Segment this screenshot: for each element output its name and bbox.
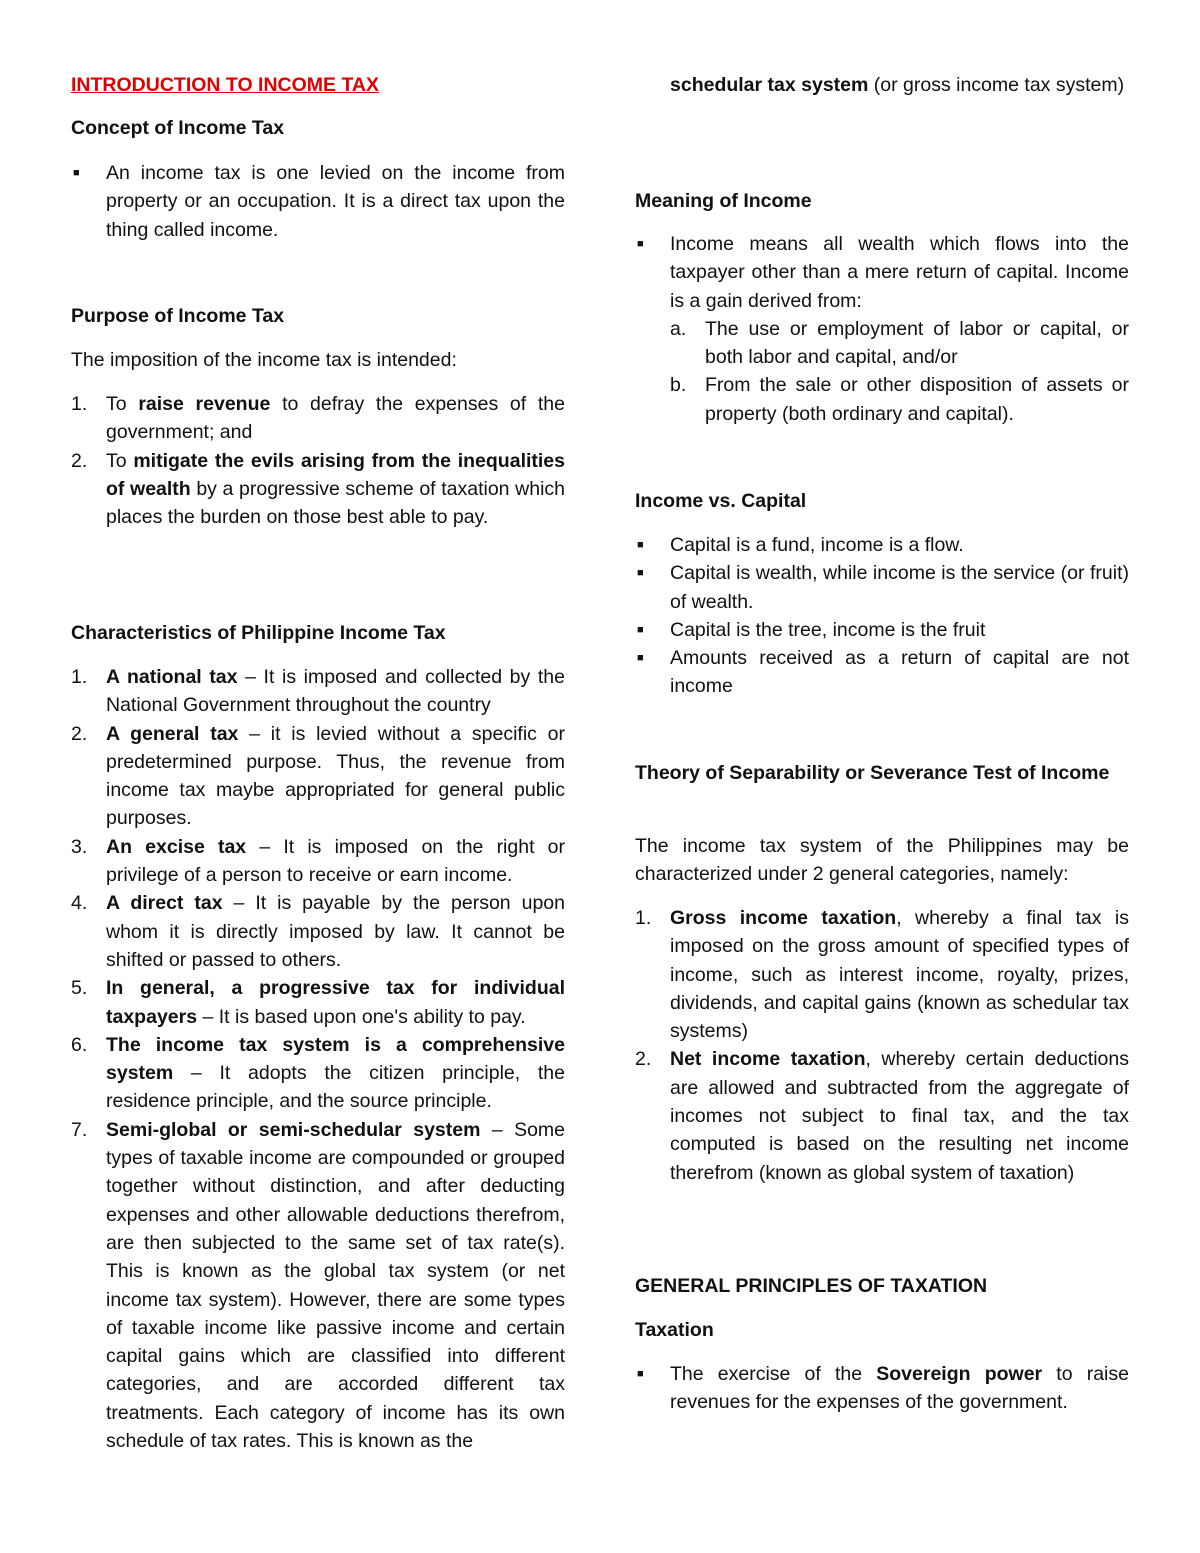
list-item: ■ An income tax is one levied on the income from property or an occupation. It is a direct tax upon the thing called income.: [71, 159, 565, 244]
list-item: ■ Capital is wealth, while income is the service (or fruit) of wealth.: [635, 559, 1129, 616]
list-item: 6. The income tax system is a comprehensive system – It adopts the citizen principle, the residence principle, and the source principle.: [71, 1033, 565, 1113]
taxation-list: [635, 1360, 1129, 1417]
theory-list: [635, 904, 1129, 1187]
square-bullet-icon: ■: [637, 238, 644, 250]
meaning-sublist: [670, 315, 1129, 428]
list-item: ■ Capital is a fund, income is a flow.: [635, 531, 1129, 559]
continued-text: schedular tax system (or gross income tax system): [670, 74, 1125, 96]
list-item: 7. Semi-global or semi-schedular system – Some types of taxable income are compounded or grouped together without distinction, and after deducting expenses and other allowable deductions therefrom, are then subjected to the same set of tax rate(s). This is known as the global tax system (or net income tax system). However, there are some types of taxable income like passive income and certain capital gains which are classified into different categories, and are accorded different tax treatments. Each category of income has its own schedule of tax rates. This is known as the: [71, 1118, 566, 1453]
list-item: 1. To raise revenue to defray the expenses of the government; and: [71, 393, 566, 444]
list-item: 2. Net income taxation, whereby certain deductions are allowed and subtracted from the aggregate of incomes not subject to final tax, and the tax computed is based on the resulting net income therefrom (known as global system of taxation): [635, 1048, 1129, 1184]
square-bullet-icon: ■: [637, 1368, 644, 1380]
list-item: 4. A direct tax – It is payable by the person upon whom it is directly imposed by law. It cannot be shifted or passed to others.: [71, 892, 565, 971]
theory-intro: The income tax system of the Philippines may be characterized under 2 general categories, namely:: [635, 835, 1129, 886]
purpose-heading: Purpose of Income Tax: [71, 305, 285, 327]
square-bullet-icon: ■: [637, 539, 644, 551]
list-item: 1. A national tax – It is imposed and collected by the National Government throughout the country: [71, 666, 565, 717]
list-item: 5. In general, a progressive tax for individual taxpayers – It is based upon one's ability to pay.: [71, 977, 565, 1028]
list-item: ■ Amounts received as a return of capital are not income: [635, 644, 1129, 701]
meaning-list: [635, 230, 1129, 428]
list-item: ■ The exercise of the Sovereign power to raise revenues for the expenses of the government.: [635, 1360, 1129, 1417]
list-item: ■ Capital is the tree, income is the fruit: [635, 616, 1129, 644]
list-item: 1. Gross income taxation, whereby a final tax is imposed on the gross amount of specified types of income, such as interest income, royalty, prizes, dividends, and capital gains (known as schedular tax systems): [635, 907, 1129, 1043]
page-title: INTRODUCTION TO INCOME TAX: [71, 74, 380, 96]
list-item: ■ Income means all wealth which flows into the taxpayer other than a mere return of capital. Income is a gain derived from: a. The use or employment of labor or capital, or both labor and capital, and/or b. From the sale or other disposition of assets or property (both ordinary and capital).: [635, 230, 1129, 428]
square-bullet-icon: ■: [637, 567, 644, 580]
purpose-list: [71, 390, 565, 531]
purpose-intro: The imposition of the income tax is intended:: [71, 349, 457, 371]
square-bullet-icon: ■: [637, 652, 644, 665]
concept-list: [71, 159, 565, 244]
meaning-heading: Meaning of Income: [635, 190, 812, 212]
list-item: 2. To mitigate the evils arising from the inequalities of wealth by a progressive scheme of taxation which places the burden on those best able to pay.: [71, 449, 565, 529]
taxation-heading: Taxation: [635, 1319, 714, 1341]
square-bullet-icon: ■: [73, 167, 80, 179]
concept-heading: Concept of Income Tax: [71, 117, 285, 139]
income-vs-capital-heading: Income vs. Capital: [635, 490, 807, 512]
list-item: b. From the sale or other disposition of assets or property (both ordinary and capital).: [670, 374, 1129, 425]
square-bullet-icon: ■: [637, 623, 644, 636]
list-item: 2. A general tax – it is levied without a specific or predetermined purpose. Thus, the revenue from income tax maybe appropriated for general public purposes.: [71, 722, 565, 830]
characteristics-list: [71, 663, 565, 1455]
characteristics-heading: Characteristics of Philippine Income Tax: [71, 622, 446, 644]
list-item: 3. An excise tax – It is imposed on the right or privilege of a person to receive or earn income.: [71, 835, 565, 887]
general-principles-heading: GENERAL PRINCIPLES OF TAXATION: [635, 1275, 988, 1297]
list-item: a. The use or employment of labor or capital, or both labor and capital, and/or: [670, 317, 1129, 369]
theory-heading: Theory of Separability or Severance Test of Income: [635, 762, 1110, 784]
income-vs-capital-list: [635, 531, 1129, 701]
